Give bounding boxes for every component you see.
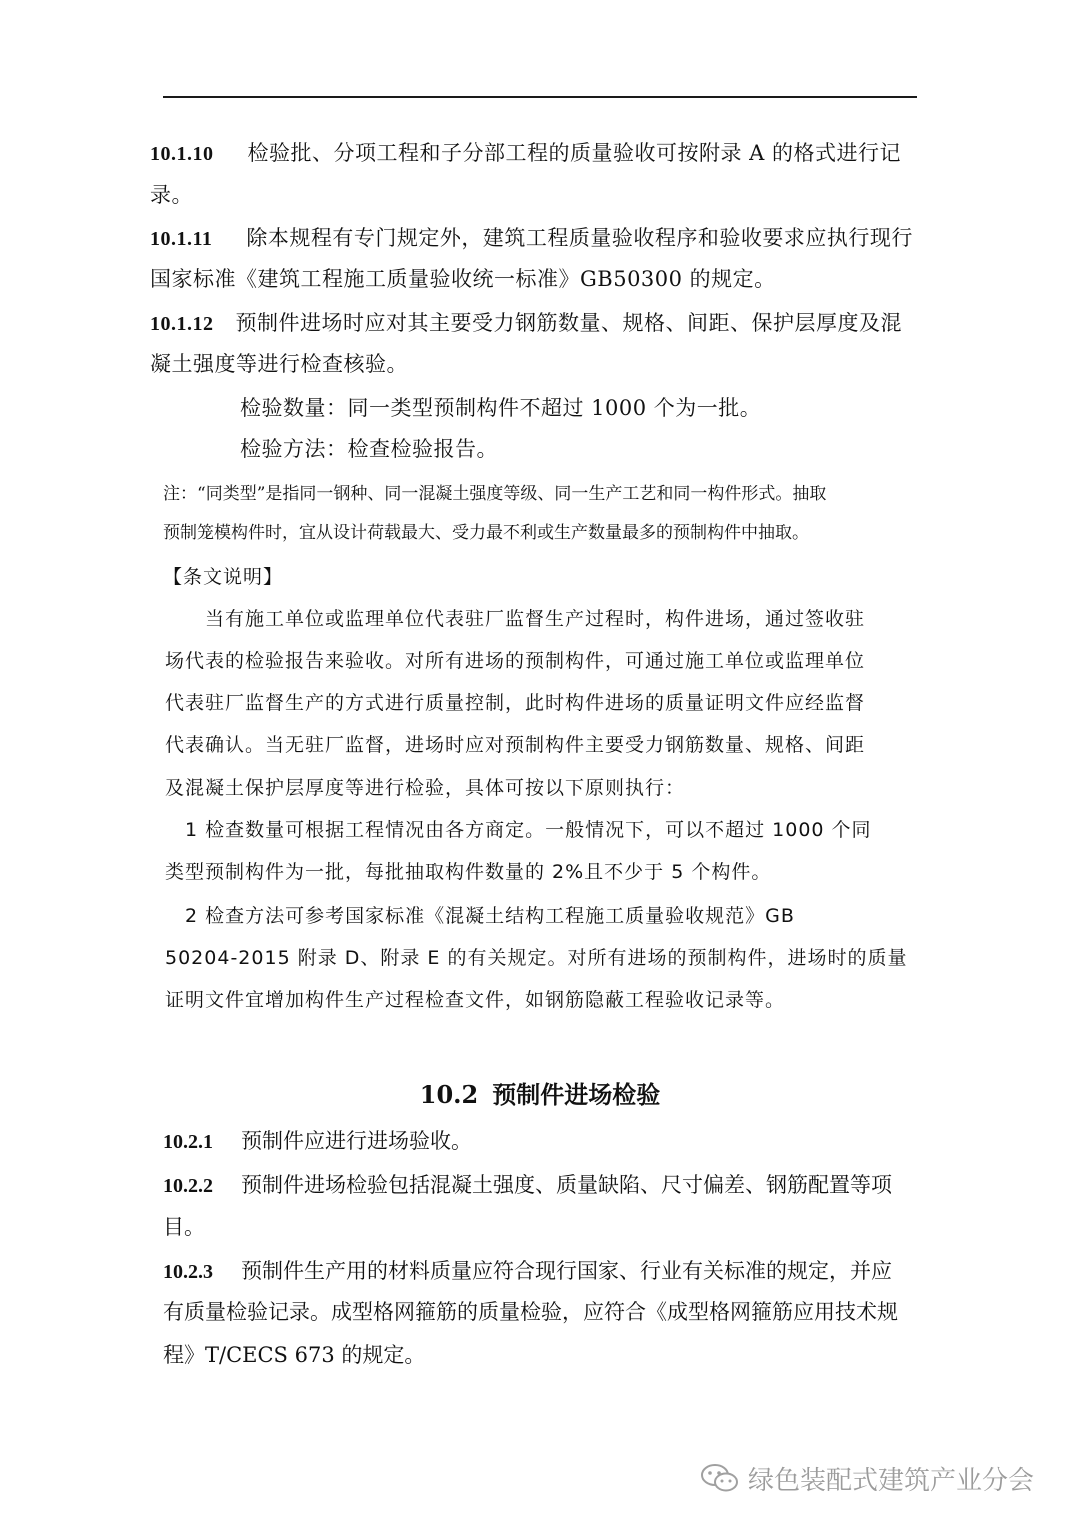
note-line: 预制笼模构件时，宜从设计荷载最大、受力最不利或生产数量最多的预制构件中抽取。 <box>163 523 809 543</box>
clause-10-2-1: 10.2.1 预制件应进行进场验收。 <box>163 1129 472 1153</box>
clause-10-2-2: 10.2.2 预制件进场检验包括混凝土强度、质量缺陷、尺寸偏差、钢筋配置等项 <box>163 1173 892 1197</box>
explanation-line: 类型预制构件为一批，每批抽取构件数量的 2%且不少于 5 个构件。 <box>165 861 772 883</box>
inspection-method: 检验方法：检查检验报告。 <box>240 437 498 461</box>
explanation-line: 1 检查数量可根据工程情况由各方商定。一般情况下，可以不超过 1000 个同 <box>185 819 872 841</box>
inspection-quantity: 检验数量：同一类型预制构件不超过 1000 个为一批。 <box>240 396 762 420</box>
clause-10-2-3: 10.2.3 预制件生产用的材料质量应符合现行国家、行业有关标准的规定，并应 <box>163 1259 892 1283</box>
explanation-line: 50204-2015 附录 D、附录 E 的有关规定。对所有进场的预制构件，进场时的质量 <box>165 947 908 969</box>
clause-10-1-11: 10.1.11 除本规程有专门规定外，建筑工程质量验收程序和验收要求应执行现行 <box>150 226 913 250</box>
note-line: 注：“同类型”是指同一钢种、同一混凝土强度等级、同一生产工艺和同一构件形式。抽取 <box>163 484 827 504</box>
clause-line: 目。 <box>163 1215 205 1239</box>
explanation-line: 场代表的检验报告来验收。对所有进场的预制构件，可通过施工单位或监理单位 <box>165 650 866 672</box>
clause-10-1-12: 10.1.12 预制件进场时应对其主要受力钢筋数量、规格、间距、保护层厚度及混 <box>150 311 902 335</box>
clause-10-1-10: 10.1.10 检验批、分项工程和子分部工程的质量验收可按附录 A 的格式进行记 <box>150 141 902 165</box>
clause-line: 录。 <box>150 183 193 207</box>
clause-line: 凝土强度等进行检查核验。 <box>150 352 408 376</box>
explanation-line: 当有施工单位或监理单位代表驻厂监督生产过程时，构件进场，通过签收驻 <box>205 608 866 630</box>
explanation-title: 【条文说明】 <box>163 566 284 588</box>
wechat-icon <box>700 1462 740 1494</box>
header-rule <box>163 96 917 98</box>
clause-line: 国家标准《建筑工程施工质量验收统一标准》GB50300 的规定。 <box>150 267 776 291</box>
clause-line: 程》T/CECS 673 的规定。 <box>163 1343 426 1367</box>
explanation-line: 及混凝土保护层厚度等进行检验，具体可按以下原则执行： <box>165 777 686 799</box>
watermark-text: 绿色装配式建筑产业分会 <box>748 1465 1035 1496</box>
explanation-line: 2 检查方法可参考国家标准《混凝土结构工程施工质量验收规范》GB <box>185 905 795 927</box>
explanation-line: 证明文件宜增加构件生产过程检查文件，如钢筋隐蔽工程验收记录等。 <box>165 989 786 1011</box>
watermark <box>700 1458 1034 1498</box>
explanation-line: 代表确认。当无驻厂监督，进场时应对预制构件主要受力钢筋数量、规格、间距 <box>165 734 866 756</box>
clause-line: 有质量检验记录。成型格网箍筋的质量检验，应符合《成型格网箍筋应用技术规 <box>163 1300 898 1324</box>
section-heading: 10.2 预制件进场检验 <box>419 1080 661 1109</box>
explanation-line: 代表驻厂监督生产的方式进行质量控制，此时构件进场的质量证明文件应经监督 <box>165 692 866 714</box>
